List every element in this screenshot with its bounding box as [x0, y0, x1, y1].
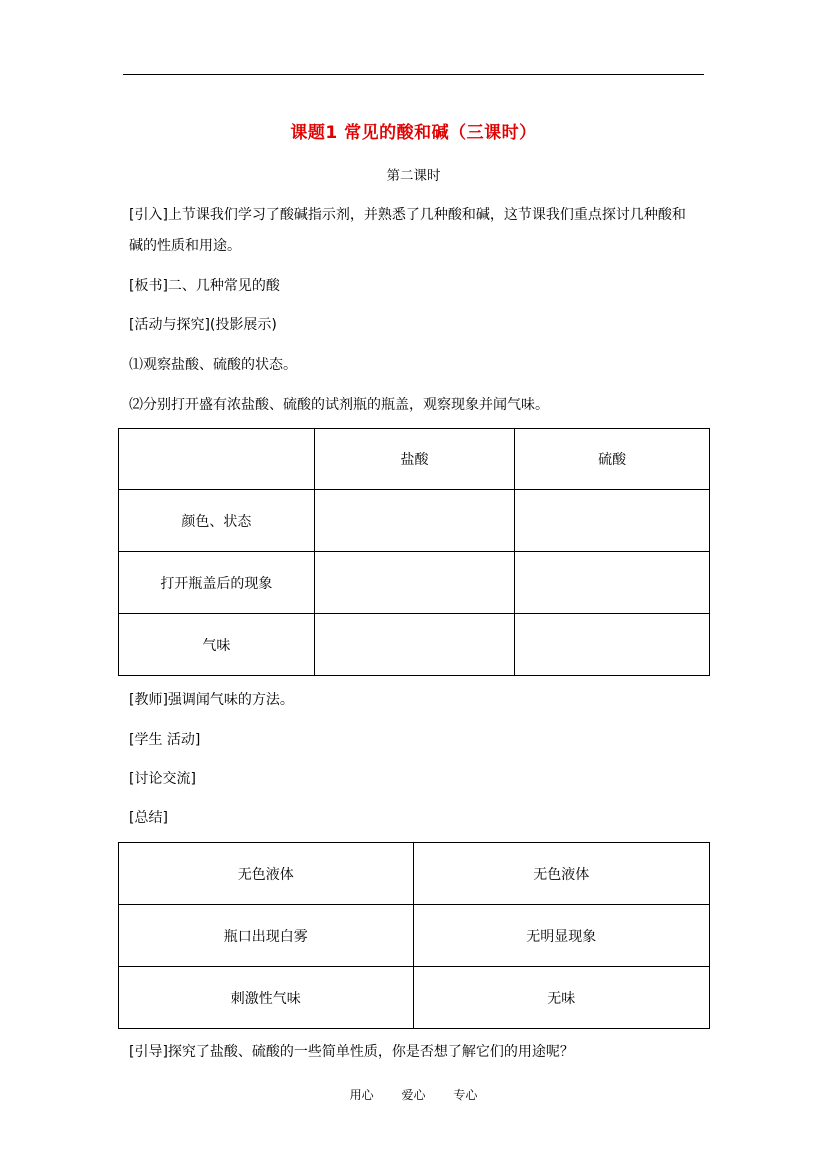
table-cell: [515, 552, 710, 614]
table-header-cell: 盐酸: [314, 429, 515, 490]
table-header-cell: [119, 429, 315, 490]
row-label: 颜色、状态: [119, 490, 315, 552]
activity-heading: [活动与探究](投影展示): [129, 317, 277, 333]
lesson-title: 课题1 常见的酸和碱（三课时）: [290, 123, 537, 143]
row-label: 气味: [119, 614, 315, 676]
step-1: ⑴观察盐酸、硫酸的状态。: [129, 357, 297, 373]
table-cell: [314, 614, 515, 676]
header-rule: [123, 74, 704, 75]
lesson-subtitle: 第二课时: [386, 168, 441, 184]
table-cell: [515, 490, 710, 552]
guide-note: [引导]探究了盐酸、硫酸的一些简单性质，你是否想了解它们的用途呢？: [129, 1044, 574, 1060]
table-cell: 无色液体: [119, 843, 414, 905]
table-cell: 瓶口出现白雾: [119, 905, 414, 967]
table-cell: [314, 490, 515, 552]
table-row: [119, 843, 710, 905]
intro-line-1: [引入]上节课我们学习了酸碱指示剂，并熟悉了几种酸和碱，这节课我们重点探讨几种酸和: [129, 207, 686, 223]
table-header-row: [119, 429, 710, 490]
row-label: 打开瓶盖后的现象: [119, 552, 315, 614]
table-cell: 无色液体: [413, 843, 710, 905]
footer-item: 爱心: [401, 1088, 426, 1102]
table-cell: [515, 614, 710, 676]
summary-table: [118, 842, 710, 1029]
observation-table: [118, 428, 710, 676]
footer-item: 专心: [453, 1088, 478, 1102]
table-cell: 无味: [413, 967, 710, 1029]
board-note: [板书]二、几种常见的酸: [129, 278, 280, 294]
table-row: [119, 905, 710, 967]
table-cell: [314, 552, 515, 614]
discussion-heading: [讨论交流]: [129, 771, 196, 787]
step-2: ⑵分别打开盛有浓盐酸、硫酸的试剂瓶的瓶盖，观察现象并闻气味。: [129, 397, 549, 413]
table-row: [119, 614, 710, 676]
teacher-note: [教师]强调闻气味的方法。: [129, 692, 294, 708]
table-header-cell: 硫酸: [515, 429, 710, 490]
summary-heading: [总结]: [129, 810, 168, 826]
table-row: [119, 490, 710, 552]
page-footer: [0, 1086, 827, 1103]
table-row: [119, 967, 710, 1029]
student-activity: [学生 活动]: [129, 732, 201, 748]
table-cell: 无明显现象: [413, 905, 710, 967]
table-cell: 刺激性气味: [119, 967, 414, 1029]
footer-item: 用心: [349, 1088, 374, 1102]
table-row: [119, 552, 710, 614]
intro-line-2: 碱的性质和用途。: [129, 238, 241, 254]
